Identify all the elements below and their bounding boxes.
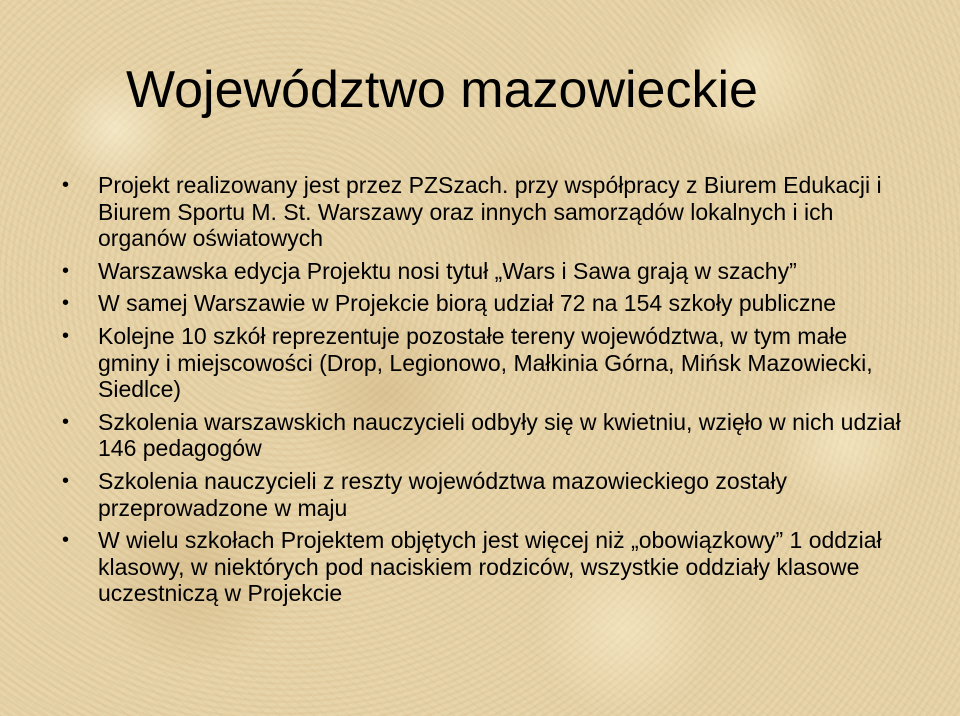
bullet-item-6 xyxy=(62,468,912,521)
bullet-text-2: Warszawska edycja Projektu nosi tytuł „Wars i Sawa grają w szachy” xyxy=(98,257,797,284)
bullet-text-6: Szkolenia nauczycieli z reszty województwa mazowieckiego zostały przeprowadzone w maju xyxy=(98,467,788,521)
bullet-text-7: W wielu szkołach Projektem objętych jest więcej niż „obowiązkowy” 1 oddział klasowy, w niektórych pod naciskiem rodziców, wszystkie oddziały klasowe uczestniczą w Projekcie xyxy=(98,527,882,607)
bullet-dot-icon: • xyxy=(62,529,70,552)
bullet-item-2 xyxy=(62,258,912,285)
bullet-item-1 xyxy=(62,172,912,252)
bullet-dot-icon: • xyxy=(62,174,70,196)
bullet-text-3: W samej Warszawie w Projekcie biorą udział 72 na 154 szkoły publiczne xyxy=(98,290,837,317)
bullet-dot-icon: • xyxy=(62,259,70,282)
bullet-item-3 xyxy=(62,290,912,317)
bullet-item-4 xyxy=(62,323,912,403)
bullet-item-5 xyxy=(62,409,912,462)
bullet-dot-icon: • xyxy=(62,292,70,315)
bullet-dot-icon: • xyxy=(62,469,70,492)
bullet-dot-icon: • xyxy=(62,324,70,347)
bullet-text-1: Projekt realizowany jest przez PZSzach. przy współpracy z Biurem Edukacji i Biurem Sportu M. St. Warszawy oraz innych samorządów lokalnych i ich organów oświatowych xyxy=(98,172,882,252)
bullet-text-4: Kolejne 10 szkół reprezentuje pozostałe tereny województwa, w tym małe gminy i miejscowości (Drop, Legionowo, Małkinia Górna, Mińsk Mazowiecki, Siedlce) xyxy=(98,322,873,403)
bullet-list xyxy=(62,172,912,613)
bullet-dot-icon: • xyxy=(62,410,70,433)
bullet-text-5: Szkolenia warszawskich nauczycieli odbyły się w kwietniu, wzięło w nich udział 146 pedagogów xyxy=(98,408,901,462)
bullet-item-7 xyxy=(62,527,912,607)
slide-title: Województwo mazowieckie xyxy=(126,61,758,119)
